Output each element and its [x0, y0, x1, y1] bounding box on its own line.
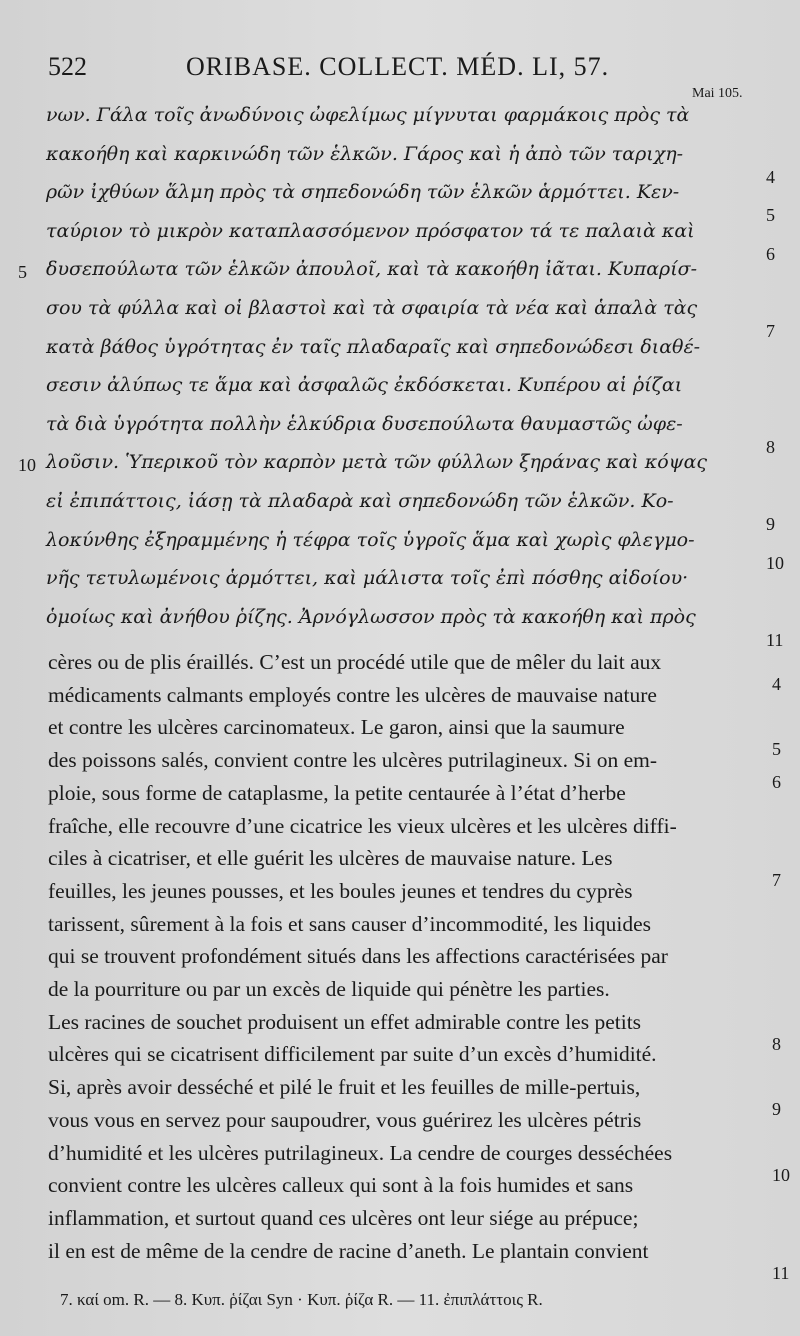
greek-line-text: λοκύνθης ἐξηραμμένης ἡ τέφρα τοῖς ὑγροῖς ἅμα καὶ χωρὶς φλεγμο- — [46, 528, 695, 551]
greek-line-text: δυσεπούλωτα τῶν ἑλκῶν ἀπουλοῖ, καὶ τὰ κακοήθη ἰᾶται. Κυπαρίσ- — [46, 258, 698, 281]
french-section-number: 5 — [772, 739, 781, 760]
greek-line-text: κακοήθη καὶ καρκινώδη τῶν ἑλκῶν. Γάρος καὶ ἡ ἀπὸ τῶν ταριχη- — [46, 142, 684, 165]
french-line-text: qui se trouvent profondément situés dans les affections caractérisées par — [48, 944, 668, 969]
french-line-text: convient contre les ulcères calleux qui sont à la fois humides et sans — [48, 1173, 634, 1198]
french-line-text: ploie, sous forme de cataplasme, la petite centaurée à l’état d’herbe — [48, 780, 626, 805]
french-line-text: feuilles, les jeunes pousses, et les boules jeunes et tendres du cyprès — [48, 878, 633, 903]
greek-section-number: 11 — [766, 629, 784, 650]
greek-text-line — [46, 413, 754, 453]
page-number: 522 — [48, 52, 87, 81]
french-section-number: 10 — [772, 1164, 790, 1185]
greek-line-text: σου τὰ φύλλα καὶ οἱ βλαστοὶ καὶ τὰ σφαιρία τὰ νέα καὶ ἁπαλὰ τὰς — [46, 297, 698, 319]
french-line-text: tarissent, sûrement à la fois et sans causer d’incommodité, les liquides — [48, 911, 652, 936]
french-section-number: 6 — [772, 772, 781, 793]
greek-line-text: νῆς τετυλωμένοις ἁρμόττει, καὶ μάλιστα τοῖς ἐπὶ πόσθης αἰδοίου· — [46, 567, 689, 590]
greek-text-line — [46, 297, 754, 337]
greek-section-number: 8 — [766, 436, 775, 457]
greek-section-number: 10 — [766, 552, 784, 573]
french-line-text: de la pourriture ou par un excès de liquide qui pénètre les parties. — [48, 977, 610, 1001]
french-line-text: cères ou de plis éraillés. C’est un procédé utile que de mêler du lait aux — [48, 650, 662, 674]
greek-line-text: λοῦσιν. Ὑπερικοῦ τὸν καρπὸν μετὰ τῶν φύλλων ξηράνας καὶ κόψας — [46, 451, 708, 474]
french-line-text: il en est de même de la cendre de racine d’aneth. Le plantain convient — [48, 1238, 649, 1263]
french-line-text: d’humidité et les ulcères putrilagineux. La cendre de courges desséchées — [48, 1140, 673, 1165]
greek-section-number: 5 — [766, 205, 775, 226]
greek-section-number: 9 — [766, 514, 775, 534]
french-section-number: 4 — [772, 674, 781, 694]
greek-text-line — [46, 529, 754, 569]
running-title: ORIBASE. COLLECT. MÉD. LI, 57. — [186, 52, 610, 81]
greek-line-text: ρῶν ἰχθύων ἅλμη πρὸς τὰ σηπεδονώδη τῶν ἑλκῶν ἁρμόττει. Κεν- — [46, 181, 680, 204]
greek-line-text: ταύριον τὸ μικρὸν καταπλασσόμενον πρόσφατον τά τε παλαιὰ καὶ — [46, 219, 695, 242]
greek-text-line — [46, 181, 754, 221]
greek-text-line — [46, 336, 754, 376]
french-text-line — [48, 1239, 756, 1279]
french-line-text: ulcères qui se cicatrisent difficilement par suite d’un excès d’humidité. — [48, 1042, 657, 1067]
greek-text-line — [46, 606, 754, 646]
french-line-text: Les racines de souchet produisent un effet admirable contre les petits — [48, 1009, 642, 1034]
french-line-text: et contre les ulcères carcinomateux. Le garon, ainsi que la saumure — [48, 715, 625, 740]
greek-text-line — [46, 374, 754, 414]
greek-section-number: 6 — [766, 243, 775, 264]
greek-section-number: 4 — [766, 166, 775, 187]
footnote: 7. καί om. R. — 8. Κυπ. ῥίζαι Syn · Κυπ. ῥίζα R. — 11. ἐπιπλάττοις R. — [60, 1290, 543, 1309]
greek-line-text: κατὰ βάθος ὑγρότητας ἐν ταῖς πλαδαραῖς καὶ σηπεδονώδεσι διαθέ- — [46, 335, 701, 358]
french-line-text: inflammation, et surtout quand ces ulcères ont leur siége au prépuce; — [48, 1205, 639, 1230]
greek-line-number: 10 — [18, 455, 36, 476]
greek-line-number: 5 — [18, 262, 27, 283]
greek-text-line — [46, 451, 754, 491]
greek-line-text: σεσιν ἀλύπως τε ἅμα καὶ ἀσφαλῶς ἐκδόσκεται. Κυπέρου αἱ ῥίζαι — [46, 374, 683, 397]
greek-text-line — [46, 220, 754, 260]
french-line-text: ciles à cicatriser, et elle guérit les ulcères de mauvaise nature. Les — [48, 846, 613, 871]
page-header — [48, 52, 628, 92]
greek-line-text: τὰ διὰ ὑγρότητα πολλὴν ἑλκύδρια δυσεπούλωτα θαυμαστῶς ὠφε- — [46, 412, 683, 435]
greek-text-line — [46, 567, 754, 607]
french-line-text: Si, après avoir desséché et pilé le fruit et les feuilles de mille-pertuis, — [48, 1075, 641, 1100]
greek-text-line — [46, 143, 754, 183]
french-section-number: 7 — [772, 870, 781, 891]
french-section-number: 9 — [772, 1099, 781, 1120]
french-line-text: fraîche, elle recouvre d’une cicatrice les vieux ulcères et les ulcères diffi- — [48, 813, 677, 838]
french-section-number: 11 — [772, 1262, 790, 1283]
french-line-text: médicaments calmants employés contre les ulcères de mauvaise nature — [48, 682, 657, 707]
greek-line-text: εἰ ἐπιπάττοις, ἰάσῃ τὰ πλαδαρὰ καὶ σηπεδονώδη τῶν ἑλκῶν. Κο- — [46, 490, 674, 512]
margin-reference: Mai 105. — [692, 86, 743, 101]
greek-text-line — [46, 104, 754, 144]
french-section-number: 8 — [772, 1033, 781, 1054]
french-line-text: vous vous en servez pour saupoudrer, vous guérirez les ulcères pétris — [48, 1107, 642, 1132]
greek-section-number: 7 — [766, 321, 775, 341]
greek-text-line — [46, 258, 754, 298]
greek-text-line — [46, 490, 754, 530]
greek-line-text: ὁμοίως καὶ ἀνήθου ῥίζης. Ἀρνόγλωσσον πρὸς τὰ κακοήθη καὶ πρὸς — [46, 605, 696, 628]
french-line-text: des poissons salés, convient contre les ulcères putrilagineux. Si on em- — [48, 748, 658, 773]
greek-line-text: νων. Γάλα τοῖς ἀνωδύνοις ὠφελίμως μίγνυται φαρμάκοις πρὸς τὰ — [46, 104, 690, 126]
